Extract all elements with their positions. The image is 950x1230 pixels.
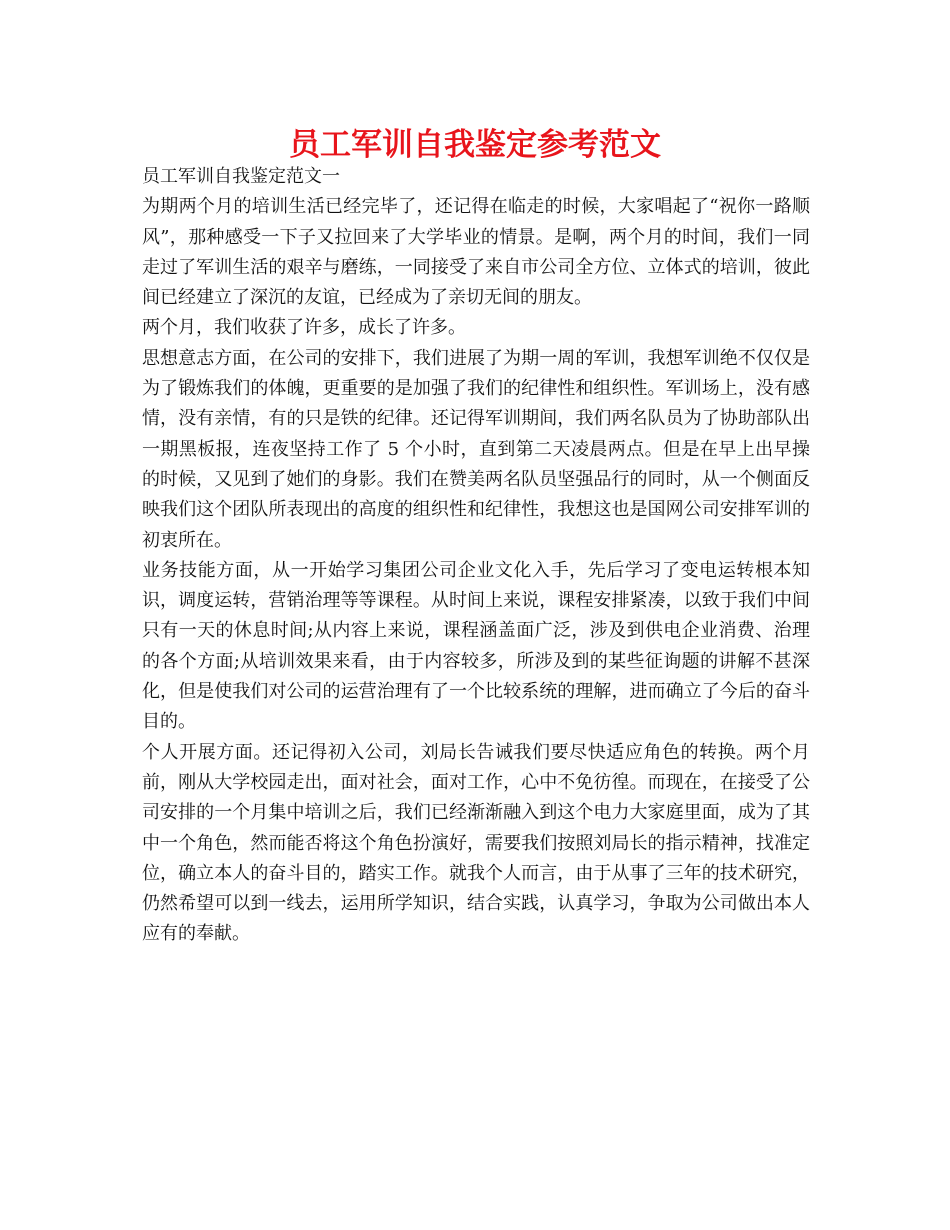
- paragraph-summary: 两个月，我们收获了许多，成长了许多。: [142, 317, 466, 339]
- paragraph-mindset: 思想意志方面，在公司的安排下，我们进展了为期一周的军训，我想军训绝不仅仅是为了锻炼我们的体魄，更重要的是加强了我们的纪律性和组织性。军训场上，没有感情，没有亲情，有的只是铁的纪律。还记得军训期间，我们两名队员为了协助部队出一期黑板报，连夜坚持工作了 5 个小时，直到第二天凌晨两点。但是在早上出早操的时候，又见到了她们的身影。我们在赞美两名队员坚强品行的同时，从一个侧面反映我们这个团队所表现出的高度的组织性和纪律性，我想这也是国网公司安排军训的初衷所在。: [142, 347, 810, 551]
- paragraph-skills: 业务技能方面，从一开始学习集团公司企业文化入手，先后学习了变电运转根本知识，调度运转，营销治理等等课程。从时间上来说，课程安排紧凑，以致于我们中间只有一天的休息时间;从内容上来说，课程涵盖面广泛，涉及到供电企业消费、治理的各个方面;从培训效果来看，由于内容较多，所涉及到的某些征询题的讲解不甚深化，但是使我们对公司的运营治理有了一个比较系统的理解，进而确立了今后的奋斗目的。: [142, 559, 810, 733]
- paragraph-intro: 为期两个月的培训生活已经完毕了，还记得在临走的时候，大家唱起了“祝你一路顺风”，那种感受一下子又拉回来了大学毕业的情景。是啊，两个月的时间，我们一同走过了军训生活的艰辛与磨练，一同接受了来自市公司全方位、立体式的培训，彼此间已经建立了深沉的友谊，已经成为了亲切无间的朋友。: [142, 196, 810, 309]
- document-body: [142, 162, 810, 950]
- paragraph-personal-growth: 个人开展方面。还记得初入公司，刘局长告诫我们要尽快适应角色的转换。两个月前，刚从大学校园走出，面对社会，面对工作，心中不免彷徨。而现在，在接受了公司安排的一个月集中培训之后，我们已经渐渐融入到这个电力大家庭里面，成为了其中一个角色，然而能否将这个角色扮演好，需要我们按照刘局长的指示精神，找准定位，确立本人的奋斗目的，踏实工作。就我个人而言，由于从事了三年的技术研究，仍然希望可以到一线去，运用所学知识，结合实践，认真学习，争取为公司做出本人应有的奉献。: [142, 741, 810, 945]
- document-title: 员工军训自我鉴定参考范文: [289, 127, 661, 163]
- section-heading: 员工军训自我鉴定范文一: [142, 166, 340, 187]
